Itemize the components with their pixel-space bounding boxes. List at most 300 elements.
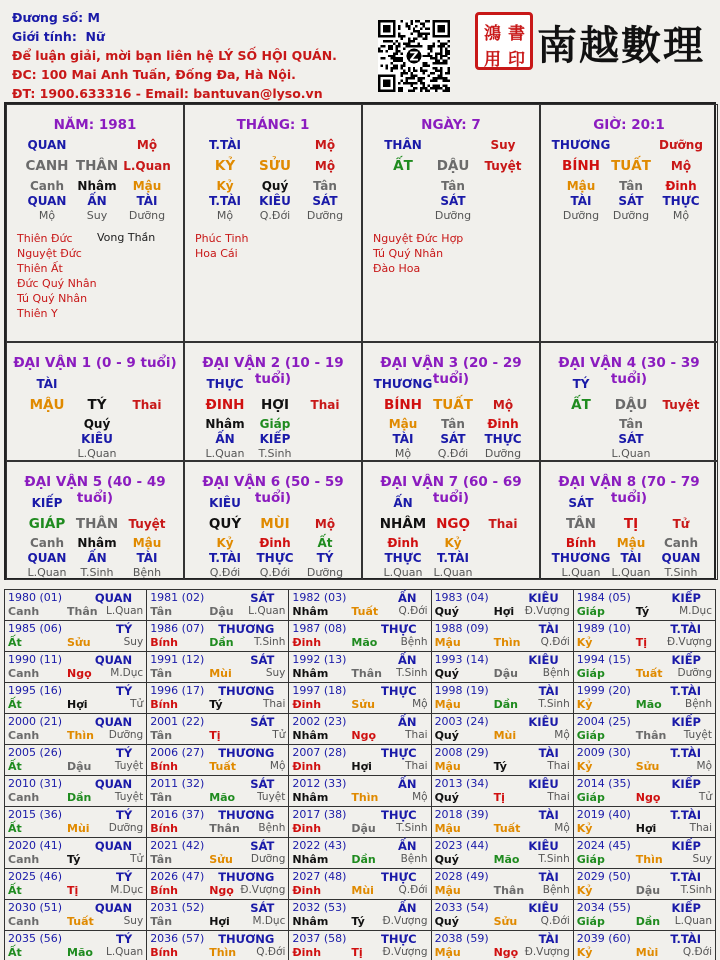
- year-can: Mậu: [434, 884, 461, 897]
- hidden-can: Nhâm: [77, 536, 117, 550]
- year-can: Canh: [8, 853, 40, 866]
- year-can: Đinh: [292, 760, 322, 773]
- year-god: T.TÀI: [670, 932, 701, 946]
- year-chi: Thân: [635, 729, 667, 742]
- year-chi: Dần: [493, 698, 518, 711]
- hidden-can: Kỷ: [444, 536, 462, 550]
- year-can: Quý: [434, 853, 459, 866]
- star-item: Thiên Đức: [17, 232, 73, 245]
- year-can: Mậu: [434, 760, 461, 773]
- hidden-stage: Q.Đới: [259, 566, 291, 579]
- year-cell-content: [147, 621, 288, 651]
- year-can: Ất: [8, 884, 22, 897]
- hidden-stage: Mộ: [394, 447, 412, 460]
- year-cell-content: [574, 931, 715, 960]
- year-god: KIÊU: [528, 715, 559, 729]
- year-cell-content: [574, 745, 715, 775]
- dai-van-god: ẤN: [393, 496, 413, 510]
- year-label: 1999 (20): [576, 684, 631, 697]
- pillar-god-top: THƯƠNG: [551, 138, 611, 152]
- year-god: KIẾP: [671, 901, 701, 915]
- year-label: 2027 (48): [292, 870, 347, 883]
- year-cell-content: [574, 900, 715, 930]
- dai-van-cell-6: [184, 461, 362, 580]
- dai-van-chi: HỢI: [260, 397, 290, 413]
- pillar-stars: [17, 231, 97, 321]
- hidden-stage: Mộ: [38, 209, 56, 222]
- year-god: ẤN: [398, 653, 417, 667]
- year-god: THƯƠNG: [218, 684, 275, 698]
- year-label: 2011 (32): [150, 777, 205, 790]
- year-label: 1981 (02): [150, 591, 205, 604]
- year-god: KIẾP: [671, 653, 701, 667]
- year-god: THỰC: [381, 684, 417, 698]
- star-item: Thiên Ất: [17, 262, 63, 275]
- year-cell: [573, 652, 715, 683]
- pillar-can: KỶ: [214, 158, 236, 174]
- year-stage: M.Dục: [679, 605, 712, 617]
- year-label: 2035 (56): [8, 932, 63, 945]
- year-stage: Đ.Vượng: [382, 946, 428, 958]
- year-cell: [431, 652, 573, 683]
- hidden-stage: Suy: [86, 209, 108, 222]
- year-stage: Q.Đới: [540, 636, 570, 648]
- dai-van-chi: THÂN: [75, 516, 119, 532]
- header-line-5: ĐT: 1900.633316 - Email: bantuvan@lyso.vn: [12, 86, 323, 101]
- year-chi: Sửu: [635, 760, 660, 773]
- pillar-stars: [373, 231, 463, 276]
- year-god: THỰC: [381, 808, 417, 822]
- year-stage: Thai: [689, 822, 712, 834]
- pillar-can: ẤT: [393, 158, 413, 174]
- year-label: 2016 (37): [150, 808, 205, 821]
- pillar-god-chi: L.Quan: [123, 159, 171, 173]
- year-stage: Mộ: [412, 698, 428, 710]
- year-chi: Dậu: [67, 760, 92, 773]
- dai-van-can: ĐINH: [205, 397, 245, 413]
- year-stage: Đ.Vượng: [382, 915, 428, 927]
- year-cell-content: [432, 621, 573, 651]
- dai-van-cell-8: [540, 461, 718, 580]
- year-cell-content: [5, 714, 146, 744]
- year-can: Giáp: [576, 605, 605, 618]
- dai-van-stage: Mộ: [314, 517, 336, 531]
- dai-van-god: THỰC: [206, 377, 244, 391]
- hidden-can: Nhâm: [77, 179, 117, 193]
- year-label: 1998 (19): [434, 684, 489, 697]
- year-chi: Ngọ: [67, 667, 92, 680]
- star-item: Tú Quý Nhân: [17, 292, 88, 305]
- hidden-god: KIÊU: [259, 194, 291, 208]
- hidden-god: ẤN: [215, 432, 235, 446]
- year-stage: Q.Đới: [540, 915, 570, 927]
- year-chi: Thìn: [209, 946, 237, 959]
- year-cell-content: [147, 807, 288, 837]
- year-can: Giáp: [576, 729, 605, 742]
- year-cell: [431, 621, 573, 652]
- year-god: TÝ: [116, 684, 133, 698]
- year-stage: Thai: [547, 791, 570, 803]
- year-chi: Mão: [635, 698, 662, 711]
- year-chi: Tị: [209, 729, 221, 742]
- year-cell: [573, 621, 715, 652]
- chart-grid: [4, 102, 716, 580]
- hidden-god: TÀI: [136, 551, 158, 565]
- year-cell: [5, 621, 147, 652]
- year-chi: Hợi: [209, 915, 230, 928]
- year-label: 2018 (39): [434, 808, 489, 821]
- year-cell-content: [5, 807, 146, 837]
- hidden-god: THỰC: [484, 432, 522, 446]
- year-stage: Đ.Vượng: [524, 946, 570, 958]
- year-cell: [147, 745, 289, 776]
- year-chi: Tuất: [351, 605, 379, 618]
- year-row: [5, 683, 716, 714]
- year-cell: [289, 807, 431, 838]
- year-cell: [5, 683, 147, 714]
- hidden-god: QUAN: [27, 551, 67, 565]
- dai-van-god: TÀI: [36, 377, 58, 391]
- year-row: [5, 652, 716, 683]
- year-cell: [573, 900, 715, 931]
- dai-van-stage: Tử: [672, 517, 690, 531]
- hidden-god: THỰC: [256, 551, 294, 565]
- year-cell-content: [147, 900, 288, 930]
- year-stage: M.Dục: [252, 915, 286, 927]
- year-cell-content: [432, 900, 573, 930]
- year-cell-content: [432, 869, 573, 899]
- year-stage: Đ.Vượng: [666, 636, 712, 648]
- year-cell-content: [5, 590, 146, 620]
- year-god: T.TÀI: [670, 622, 701, 636]
- year-can: Kỷ: [576, 760, 593, 773]
- year-cell-content: [289, 714, 430, 744]
- year-cell-content: [5, 869, 146, 899]
- hidden-stage: L.Quan: [561, 566, 601, 579]
- hidden-stage: T.Sinh: [664, 566, 698, 579]
- year-stage: Dưỡng: [250, 853, 286, 865]
- year-label: 1985 (06): [8, 622, 63, 635]
- year-can: Quý: [434, 915, 459, 928]
- year-can: Ất: [8, 698, 22, 711]
- year-can: Quý: [434, 729, 459, 742]
- dai-van-can: NHÂM: [379, 516, 427, 532]
- year-stage: Đ.Vượng: [524, 605, 570, 617]
- year-cell: [289, 683, 431, 714]
- year-chi: Thân: [351, 667, 382, 680]
- year-cell-content: [574, 807, 715, 837]
- year-stage: Tuyệt: [114, 760, 144, 772]
- year-label: 2034 (55): [576, 901, 631, 914]
- hidden-stage: Dưỡng: [562, 209, 600, 222]
- year-cell-content: [574, 621, 715, 651]
- year-chi: Tị: [635, 636, 648, 649]
- year-god: TÝ: [116, 622, 133, 636]
- hidden-can: Đinh: [665, 179, 697, 193]
- year-chi: Tý: [635, 605, 650, 618]
- year-label: 2024 (45): [576, 839, 631, 852]
- brand-logo-text: 南越數理: [537, 22, 705, 69]
- year-chi: Mão: [67, 946, 93, 959]
- year-cell-content: [147, 931, 288, 960]
- pillar-stage: Mộ: [314, 138, 336, 152]
- year-cell: [5, 838, 147, 869]
- year-cell-content: [289, 745, 430, 775]
- hidden-god: TÀI: [392, 432, 414, 446]
- year-cell-content: [432, 807, 573, 837]
- year-can: Nhâm: [292, 853, 329, 866]
- hidden-can: Quý: [261, 179, 289, 193]
- year-cell-content: [574, 714, 715, 744]
- year-god: T.TÀI: [670, 684, 701, 698]
- pillar-title: NGÀY: 7: [421, 117, 481, 133]
- year-cell-content: [5, 652, 146, 682]
- pillar-cell-0: [6, 104, 184, 342]
- year-chi: Hợi: [493, 605, 515, 618]
- year-label: 2003 (24): [434, 715, 489, 728]
- year-god: SÁT: [250, 653, 275, 667]
- year-god: QUAN: [94, 653, 133, 667]
- hidden-god: QUAN: [27, 194, 67, 208]
- year-chi: Tuất: [209, 760, 236, 773]
- year-can: Giáp: [576, 853, 605, 866]
- dai-van-chi: NGỌ: [436, 516, 470, 532]
- year-can: Tân: [150, 853, 173, 866]
- year-can: Tân: [150, 605, 173, 618]
- year-cell-content: [289, 931, 430, 960]
- year-cell: [147, 714, 289, 745]
- year-label: 1994 (15): [576, 653, 631, 666]
- year-can: Mậu: [434, 698, 461, 711]
- year-cell: [147, 776, 289, 807]
- year-label: 2014 (35): [576, 777, 631, 790]
- year-row: [5, 776, 716, 807]
- year-cell-content: [289, 683, 430, 713]
- year-chi: Mão: [493, 853, 520, 866]
- year-cell: [573, 838, 715, 869]
- dai-van-stage: Tuyệt: [128, 517, 166, 531]
- hidden-stage: Dưỡng: [306, 566, 344, 579]
- year-label: 2032 (53): [292, 901, 347, 914]
- year-cell-content: [5, 838, 146, 868]
- year-god: T.TÀI: [670, 808, 701, 822]
- year-chi: Thìn: [635, 853, 663, 866]
- year-label: 1986 (07): [150, 622, 205, 635]
- year-row: [5, 807, 716, 838]
- year-stage: T.Sinh: [396, 667, 428, 679]
- star-item: Đào Hoa: [373, 262, 421, 275]
- pillar-chi: TUẤT: [611, 158, 651, 174]
- star-item: Đức Quý Nhân: [17, 277, 97, 290]
- year-chi: Dần: [635, 915, 661, 928]
- year-row: [5, 931, 716, 960]
- year-chi: Dần: [67, 791, 92, 804]
- hidden-can: Kỷ: [216, 179, 234, 193]
- pillar-stage: Suy: [490, 138, 516, 152]
- year-can: Giáp: [576, 791, 605, 804]
- dai-van-cell-7: [362, 461, 540, 580]
- year-label: 2013 (34): [434, 777, 489, 790]
- pillar-can: CANH: [25, 158, 69, 174]
- year-label: 2020 (41): [8, 839, 63, 852]
- year-god: THỰC: [381, 622, 417, 636]
- pillar-god-chi: Mộ: [314, 159, 336, 173]
- year-stage: Bệnh: [542, 667, 570, 679]
- year-label: 1991 (12): [150, 653, 205, 666]
- hidden-stage: Q.Đới: [259, 209, 291, 222]
- dai-van-title: ĐẠI VẬN 2 (10 - 19 tuổi): [202, 355, 344, 387]
- hidden-can: Đinh: [487, 417, 519, 431]
- year-label: 2012 (33): [292, 777, 347, 790]
- pillar-cell-1: [184, 104, 362, 342]
- year-god: TÀI: [538, 932, 559, 946]
- hidden-can: Bính: [565, 536, 597, 550]
- hidden-stage: L.Quan: [611, 566, 651, 579]
- year-label: 2010 (31): [8, 777, 63, 790]
- year-can: Nhâm: [292, 605, 329, 618]
- hidden-god: T.TÀI: [437, 551, 469, 565]
- dai-van-chi: TUẤT: [433, 397, 473, 413]
- year-cell-content: [147, 838, 288, 868]
- hidden-can: Canh: [30, 179, 64, 193]
- year-can: Nhâm: [292, 915, 329, 928]
- year-chi: Tị: [67, 884, 79, 897]
- hidden-can: Đinh: [387, 536, 419, 550]
- year-label: 2038 (59): [434, 932, 489, 945]
- year-cell-content: [432, 590, 573, 620]
- dai-van-chi: DẬU: [614, 397, 648, 413]
- dai-van-stage: Thai: [132, 398, 162, 412]
- year-chi: Mùi: [635, 946, 659, 959]
- year-cell: [573, 590, 715, 621]
- year-can: Đinh: [292, 884, 322, 897]
- year-can: Kỷ: [576, 636, 593, 649]
- year-can: Nhâm: [292, 729, 329, 742]
- year-chi: Tuất: [67, 915, 94, 928]
- year-god: QUAN: [94, 591, 133, 605]
- year-label: 1984 (05): [576, 591, 631, 604]
- hidden-god: SÁT: [440, 194, 466, 208]
- year-can: Kỷ: [576, 946, 593, 959]
- year-label: 2017 (38): [292, 808, 347, 821]
- dai-van-cell-4: [540, 342, 718, 461]
- year-god: KIÊU: [528, 777, 559, 791]
- year-stage: T.Sinh: [253, 636, 286, 648]
- year-cell: [431, 869, 573, 900]
- year-can: Canh: [8, 729, 40, 742]
- hidden-god: TÀI: [620, 551, 642, 565]
- year-label: 2037 (58): [292, 932, 347, 945]
- year-label: 1996 (17): [150, 684, 205, 697]
- dai-van-title: ĐẠI VẬN 5 (40 - 49 tuổi): [24, 474, 166, 506]
- hidden-god: SÁT: [618, 194, 644, 208]
- year-cell-content: [574, 652, 715, 682]
- hidden-can: Tân: [441, 417, 465, 431]
- year-cell-content: [5, 621, 146, 651]
- year-god: TÝ: [116, 808, 133, 822]
- qr-center-letter: Z: [409, 48, 419, 64]
- hidden-can: Đinh: [259, 536, 291, 550]
- pillar-extra-star: Vong Thần: [97, 231, 156, 244]
- dai-van-stage: Mộ: [492, 398, 514, 412]
- year-god: THƯƠNG: [218, 746, 275, 760]
- year-cell: [431, 776, 573, 807]
- year-cell: [431, 714, 573, 745]
- year-stage: L.Quan: [105, 946, 144, 958]
- year-cell-content: [147, 683, 288, 713]
- year-cell-content: [289, 807, 430, 837]
- year-can: Ất: [8, 822, 22, 835]
- year-chi: Sửu: [67, 636, 91, 649]
- year-chi: Mão: [209, 791, 236, 804]
- year-cell-content: [289, 590, 430, 620]
- year-cell: [289, 869, 431, 900]
- year-chi: Thìn: [351, 791, 379, 804]
- year-can: Bính: [150, 884, 179, 897]
- year-cell-content: [289, 869, 430, 899]
- year-can: Canh: [8, 915, 40, 928]
- year-can: Giáp: [576, 915, 605, 928]
- dai-van-chi: TỊ: [623, 516, 639, 532]
- year-can: Đinh: [292, 946, 322, 959]
- year-god: KIÊU: [528, 839, 559, 853]
- hidden-stage: T.Sinh: [80, 566, 114, 579]
- hidden-can: Giáp: [259, 417, 291, 431]
- year-cell: [147, 652, 289, 683]
- hidden-stage: Mộ: [216, 209, 234, 222]
- hidden-god: ẤN: [87, 194, 107, 208]
- year-cell-content: [147, 590, 288, 620]
- dai-van-cell-1: [6, 342, 184, 461]
- year-row: [5, 590, 716, 621]
- year-can: Kỷ: [576, 884, 593, 897]
- dai-van-can: ẤT: [571, 397, 591, 413]
- year-stage: Dưỡng: [108, 822, 144, 834]
- year-stage: Bệnh: [542, 884, 570, 896]
- hidden-god: TÀI: [136, 194, 158, 208]
- year-chi: Tuất: [635, 667, 663, 680]
- dai-van-stage: Tuyệt: [662, 398, 700, 412]
- year-label: 2007 (28): [292, 746, 347, 759]
- year-chi: Tý: [67, 853, 81, 866]
- hidden-god: THỰC: [384, 551, 422, 565]
- hidden-god: THƯƠNG: [551, 551, 611, 565]
- year-label: 2002 (23): [292, 715, 347, 728]
- year-label: 2039 (60): [576, 932, 631, 945]
- year-god: THỰC: [381, 746, 417, 760]
- year-label: 2029 (50): [576, 870, 631, 883]
- year-row: [5, 745, 716, 776]
- year-cell: [5, 590, 147, 621]
- year-cell-content: [432, 714, 573, 744]
- pillar-god-top: QUAN: [27, 138, 67, 152]
- year-cell: [431, 838, 573, 869]
- year-cell-content: [5, 745, 146, 775]
- year-label: 1995 (16): [8, 684, 63, 697]
- hidden-stage: Dưỡng: [612, 209, 650, 222]
- dai-van-title: ĐẠI VẬN 1 (0 - 9 tuổi): [13, 355, 177, 371]
- year-stage: Tử: [698, 791, 712, 803]
- year-can: Mậu: [434, 946, 461, 959]
- year-stage: Suy: [692, 853, 712, 865]
- year-chi: Ngọ: [209, 884, 234, 897]
- year-god: KIẾP: [671, 591, 701, 605]
- hidden-stage: L.Quan: [433, 566, 473, 579]
- year-cell: [289, 745, 431, 776]
- year-label: 2019 (40): [576, 808, 631, 821]
- pillar-title: THÁNG: 1: [236, 117, 310, 133]
- year-chi: Dậu: [351, 822, 376, 835]
